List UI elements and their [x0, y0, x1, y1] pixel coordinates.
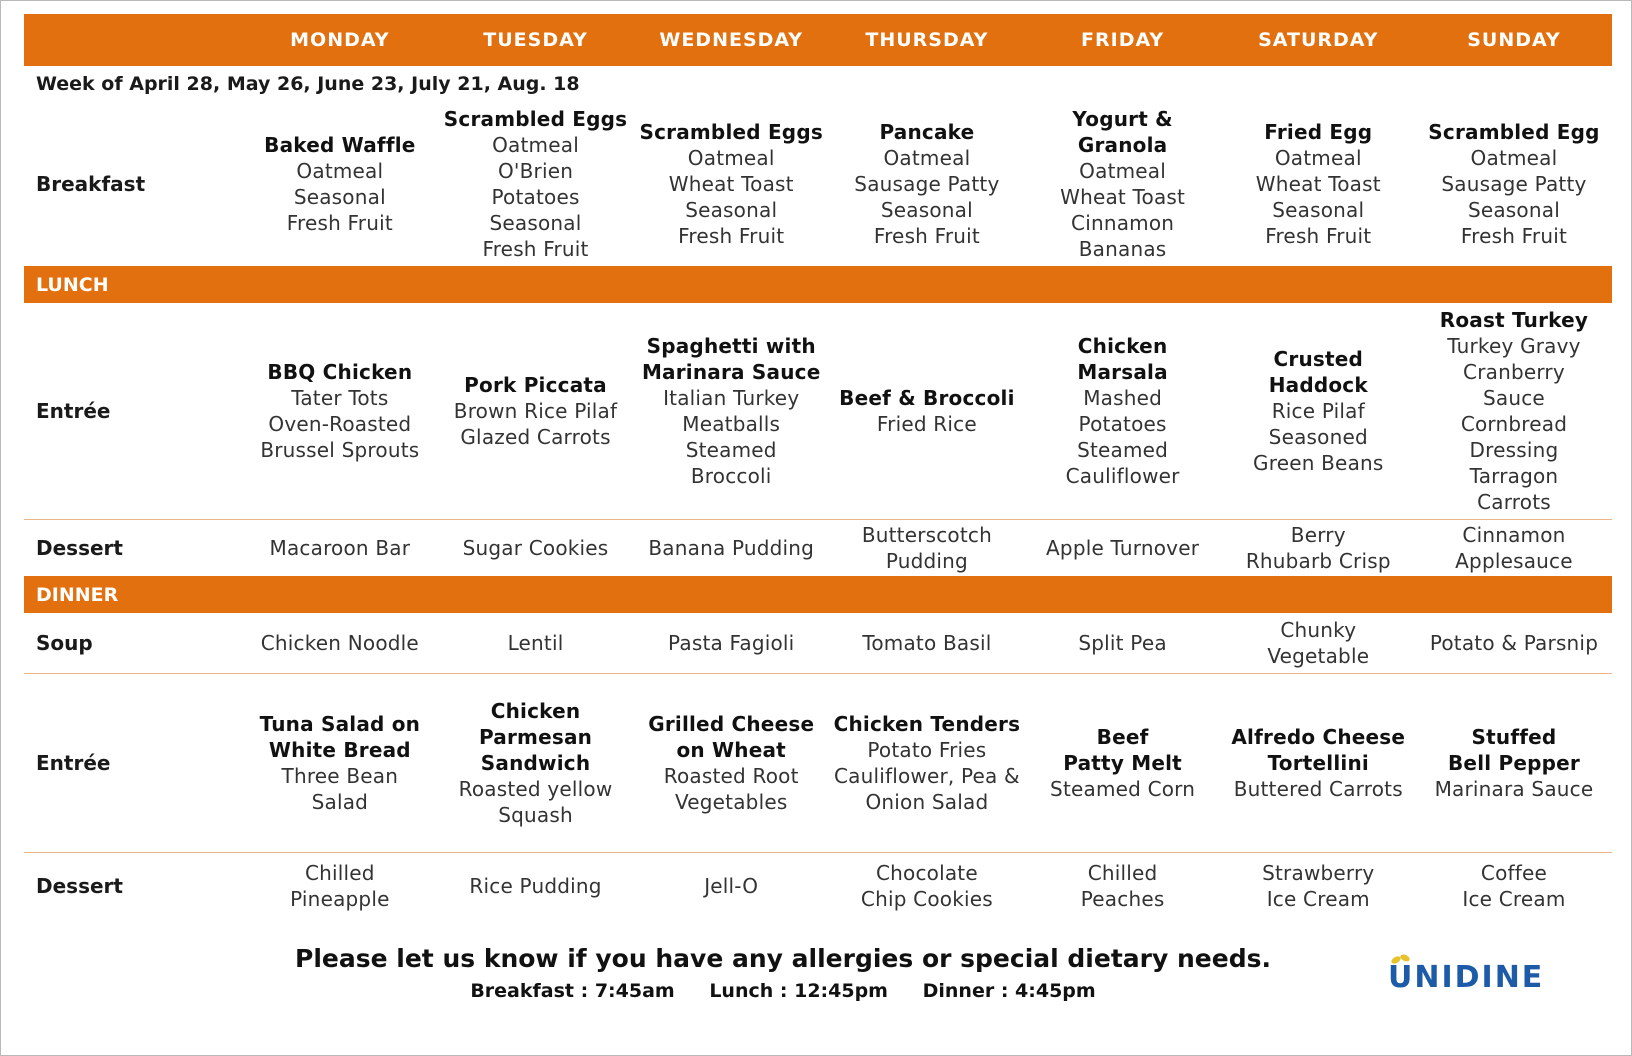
menu-cell [829, 853, 1025, 919]
menu-cell [633, 303, 829, 519]
menu-cell [1220, 303, 1416, 519]
menu-cell [438, 674, 634, 852]
menu-item-line: Ice Cream [1462, 887, 1566, 911]
menu-item-line: Rice Pudding [469, 874, 602, 898]
meal-times [0, 980, 1566, 1002]
side-dish-line: Green Beans [1253, 451, 1384, 475]
side-dish-line: Fresh Fruit [873, 224, 980, 248]
main-dish-line: Roast Turkey [1439, 308, 1589, 332]
side-dish-line: Oatmeal [1470, 146, 1558, 170]
row-label-lunch-entree: Entrée [36, 399, 111, 423]
menu-cell [633, 520, 829, 576]
menu-item-line: Pudding [885, 549, 968, 573]
menu-cell [242, 613, 438, 673]
main-dish-line: Parmesan [478, 725, 593, 749]
main-dish-line: on Wheat [676, 738, 786, 762]
menu-item-line: Potato & Parsnip [1429, 631, 1599, 655]
side-dish-line: Fresh Fruit [1460, 224, 1568, 248]
day-header: WEDNESDAY [659, 29, 804, 51]
side-dish-line: Cauliflower [1065, 464, 1180, 488]
dietary-needs-note: Please let us know if you have any allergies or special dietary needs. [295, 944, 1271, 973]
side-dish-line: Mashed [1083, 386, 1162, 410]
menu-item-line: Banana Pudding [648, 536, 815, 560]
side-dish-line: Fresh Fruit [286, 211, 393, 235]
dinner-soup-row [24, 613, 1612, 674]
menu-cell [1025, 853, 1221, 919]
main-dish-line: Beef [1096, 725, 1149, 749]
day-header: SUNDAY [1467, 29, 1561, 51]
menu-cell [242, 102, 438, 266]
side-dish-line: Seasoned [1268, 425, 1368, 449]
main-dish-line: Crusted [1273, 347, 1364, 371]
day-header: SATURDAY [1258, 29, 1379, 51]
main-dish-line: Stuffed [1471, 725, 1557, 749]
main-dish-line: Chicken [1077, 334, 1168, 358]
menu-cell [1220, 674, 1416, 852]
side-dish-line: Oatmeal [296, 159, 384, 183]
menu-item-line: Rhubarb Crisp [1245, 549, 1391, 573]
menu-cell [1416, 303, 1612, 519]
side-dish-line: Potatoes [491, 185, 580, 209]
menu-item-line: Ice Cream [1266, 887, 1370, 911]
menu-item-line: Vegetable [1267, 644, 1370, 668]
side-dish-line: Seasonal [293, 185, 386, 209]
menu-item-line: Pasta Fagioli [668, 631, 795, 655]
main-dish-line: Beef & Broccoli [839, 386, 1015, 410]
menu-cell [1416, 674, 1612, 852]
side-dish-line: Seasonal [880, 198, 973, 222]
menu-cell [1025, 613, 1221, 673]
menu-cell [829, 520, 1025, 576]
main-dish-line: Tortellini [1267, 751, 1369, 775]
menu-item-line: Cinnamon [1462, 523, 1566, 547]
side-dish-line: Wheat Toast [668, 172, 794, 196]
menu-cell [633, 102, 829, 266]
main-dish-line: Marsala [1077, 360, 1168, 384]
side-dish-line: Oatmeal [492, 133, 579, 157]
row-label-soup: Soup [36, 631, 93, 655]
side-dish-line: Broccoli [690, 464, 772, 488]
row-label-breakfast: Breakfast [36, 172, 146, 196]
side-dish-line: Seasonal [1272, 198, 1365, 222]
side-dish-line: Squash [498, 803, 573, 827]
main-dish-line: Yogurt & [1072, 107, 1173, 131]
menu-cell [1025, 102, 1221, 266]
menu-cell [1220, 613, 1416, 673]
menu-item-line: Split Pea [1078, 631, 1167, 655]
side-dish-line: Wheat Toast [1255, 172, 1381, 196]
side-dish-line: Seasonal [489, 211, 582, 235]
main-dish-line: Grilled Cheese [648, 712, 815, 736]
menu-cell [829, 674, 1025, 852]
side-dish-line: Cranberry [1463, 360, 1565, 384]
main-dish-line: White Bread [268, 738, 411, 762]
main-dish-line: BBQ Chicken [267, 360, 413, 384]
menu-cell [829, 613, 1025, 673]
main-dish-line: Tuna Salad on [259, 712, 421, 736]
side-dish-line: Steamed [685, 438, 777, 462]
side-dish-line: Bananas [1078, 237, 1167, 261]
menu-item-line: Tomato Basil [862, 631, 992, 655]
breakfast-time: Breakfast : 7:45am [470, 980, 675, 1002]
day-header: FRIDAY [1081, 29, 1165, 51]
main-dish-line: Marinara Sauce [641, 360, 821, 384]
side-dish-line: Three Bean [281, 764, 399, 788]
week-of-line: Week of April 28, May 26, June 23, July 21, Aug. 18 [36, 73, 580, 95]
side-dish-line: Oatmeal [1274, 146, 1362, 170]
lunch-time: Lunch : 12:45pm [709, 980, 888, 1002]
side-dish-line: Potato Fries [867, 738, 987, 762]
side-dish-line: Buttered Carrots [1233, 777, 1403, 801]
logo-text: UNIDINE [1388, 960, 1545, 995]
main-dish-line: Pork Piccata [464, 373, 607, 397]
menu-item-line: Apple Turnover [1046, 536, 1200, 560]
menu-item-line: Chocolate [875, 861, 978, 885]
row-label-lunch-dessert: Dessert [36, 536, 123, 560]
main-dish-line: Scrambled Egg [1428, 120, 1600, 144]
side-dish-line: Brussel Sprouts [260, 438, 420, 462]
side-dish-line: Cinnamon [1071, 211, 1175, 235]
main-dish-line: Bell Pepper [1447, 751, 1580, 775]
main-dish-line: Haddock [1268, 373, 1368, 397]
day-header: THURSDAY [865, 29, 989, 51]
main-dish-line: Chicken [490, 699, 581, 723]
menu-item-line: Berry [1290, 523, 1346, 547]
side-dish-line: Sausage Patty [854, 172, 1000, 196]
main-dish-line: Pancake [879, 120, 975, 144]
menu-cell [1025, 674, 1221, 852]
menu-item-line: Coffee [1480, 861, 1548, 885]
side-dish-line: Tarragon [1469, 464, 1559, 488]
side-dish-line: Marinara Sauce [1434, 777, 1594, 801]
side-dish-line: Cornbread [1460, 412, 1568, 436]
menu-cell [242, 674, 438, 852]
menu-cell [438, 102, 634, 266]
menu-item-line: Macaroon Bar [269, 536, 411, 560]
side-dish-line: Salad [311, 790, 369, 814]
row-label-dinner-entree: Entrée [36, 751, 111, 775]
side-dish-line: O'Brien [497, 159, 574, 183]
side-dish-line: Oatmeal [883, 146, 971, 170]
weekly-menu [24, 14, 1612, 919]
side-dish-line: Oatmeal [687, 146, 775, 170]
main-dish-line: Sandwich [480, 751, 591, 775]
side-dish-line: Tater Tots [291, 386, 389, 410]
side-dish-line: Roasted Root [663, 764, 799, 788]
menu-cell [438, 520, 634, 576]
side-dish-line: Vegetables [674, 790, 788, 814]
side-dish-line: Sauce [1483, 386, 1545, 410]
main-dish-line: Chicken Tenders [833, 712, 1021, 736]
side-dish-line: Cauliflower, Pea & [833, 764, 1020, 788]
side-dish-line: Fried Rice [876, 412, 977, 436]
side-dish-line: Rice Pilaf [1271, 399, 1365, 423]
menu-cell [1416, 853, 1612, 919]
side-dish-line: Oatmeal [1079, 159, 1167, 183]
side-dish-line: Seasonal [1467, 198, 1560, 222]
row-label-dinner-dessert: Dessert [36, 874, 123, 898]
menu-cell [1416, 613, 1612, 673]
menu-cell [1220, 853, 1416, 919]
day-header: TUESDAY [483, 29, 588, 51]
day-header-row [24, 14, 1612, 66]
breakfast-row [24, 102, 1612, 266]
side-dish-line: Sausage Patty [1441, 172, 1587, 196]
side-dish-line: Steamed Corn [1050, 777, 1196, 801]
menu-cell [1220, 102, 1416, 266]
main-dish-line: Spaghetti with [646, 334, 816, 358]
menu-item-line: Applesauce [1455, 549, 1573, 573]
side-dish-line: Oven-Roasted [268, 412, 412, 436]
main-dish-line: Patty Melt [1063, 751, 1182, 775]
menu-cell [633, 853, 829, 919]
menu-cell [242, 520, 438, 576]
menu-cell [633, 674, 829, 852]
side-dish-line: Seasonal [685, 198, 778, 222]
day-header: MONDAY [290, 29, 390, 51]
menu-cell [1025, 520, 1221, 576]
side-dish-line: Potatoes [1078, 412, 1167, 436]
menu-item-line: Lentil [507, 631, 564, 655]
side-dish-line: Onion Salad [865, 790, 989, 814]
menu-item-line: Strawberry [1262, 861, 1375, 885]
menu-item-line: Sugar Cookies [462, 536, 609, 560]
menu-cell [242, 853, 438, 919]
menu-item-line: Butterscotch [861, 523, 992, 547]
menu-item-line: Chunky [1280, 618, 1357, 642]
side-dish-line: Meatballs [682, 412, 781, 436]
side-dish-line: Fresh Fruit [482, 237, 589, 261]
main-dish-line: Fried Egg [1264, 120, 1373, 144]
unidine-logo [1388, 954, 1545, 995]
dinner-entree-row [24, 674, 1612, 853]
side-dish-line: Steamed [1077, 438, 1169, 462]
dinner-time: Dinner : 4:45pm [922, 980, 1096, 1002]
menu-cell [438, 853, 634, 919]
lunch-section-bar: LUNCH [24, 266, 1612, 303]
menu-cell [1416, 102, 1612, 266]
side-dish-line: Wheat Toast [1060, 185, 1186, 209]
side-dish-line: Roasted yellow [458, 777, 613, 801]
side-dish-line: Turkey Gravy [1447, 334, 1581, 358]
dinner-section-bar: DINNER [24, 576, 1612, 613]
side-dish-line: Carrots [1477, 490, 1551, 514]
menu-cell [829, 303, 1025, 519]
main-dish-line: Scrambled Eggs [443, 107, 628, 131]
menu-cell [1416, 520, 1612, 576]
side-dish-line: Italian Turkey [663, 386, 800, 410]
side-dish-line: Dressing [1469, 438, 1559, 462]
menu-item-line: Chip Cookies [860, 887, 993, 911]
menu-cell [829, 102, 1025, 266]
menu-cell [242, 303, 438, 519]
side-dish-line: Fresh Fruit [1265, 224, 1372, 248]
menu-cell [438, 303, 634, 519]
menu-item-line: Chicken Noodle [260, 631, 419, 655]
side-dish-line: Brown Rice Pilaf [453, 399, 618, 423]
main-dish-line: Baked Waffle [264, 133, 416, 157]
dinner-dessert-row [24, 853, 1612, 919]
menu-cell [1025, 303, 1221, 519]
lunch-dessert-row [24, 520, 1612, 576]
menu-cell [633, 613, 829, 673]
side-dish-line: Glazed Carrots [460, 425, 611, 449]
main-dish-line: Alfredo Cheese [1231, 725, 1406, 749]
menu-item-line: Chilled [304, 861, 375, 885]
menu-item-line: Jell-O [704, 874, 759, 898]
menu-item-line: Pineapple [290, 887, 390, 911]
menu-item-line: Chilled [1087, 861, 1158, 885]
lunch-entree-row [24, 303, 1612, 520]
menu-item-line: Peaches [1080, 887, 1165, 911]
main-dish-line: Granola [1077, 133, 1168, 157]
menu-cell [1220, 520, 1416, 576]
main-dish-line: Scrambled Eggs [639, 120, 823, 144]
header-spacer [24, 14, 242, 66]
side-dish-line: Fresh Fruit [678, 224, 785, 248]
menu-cell [438, 613, 634, 673]
